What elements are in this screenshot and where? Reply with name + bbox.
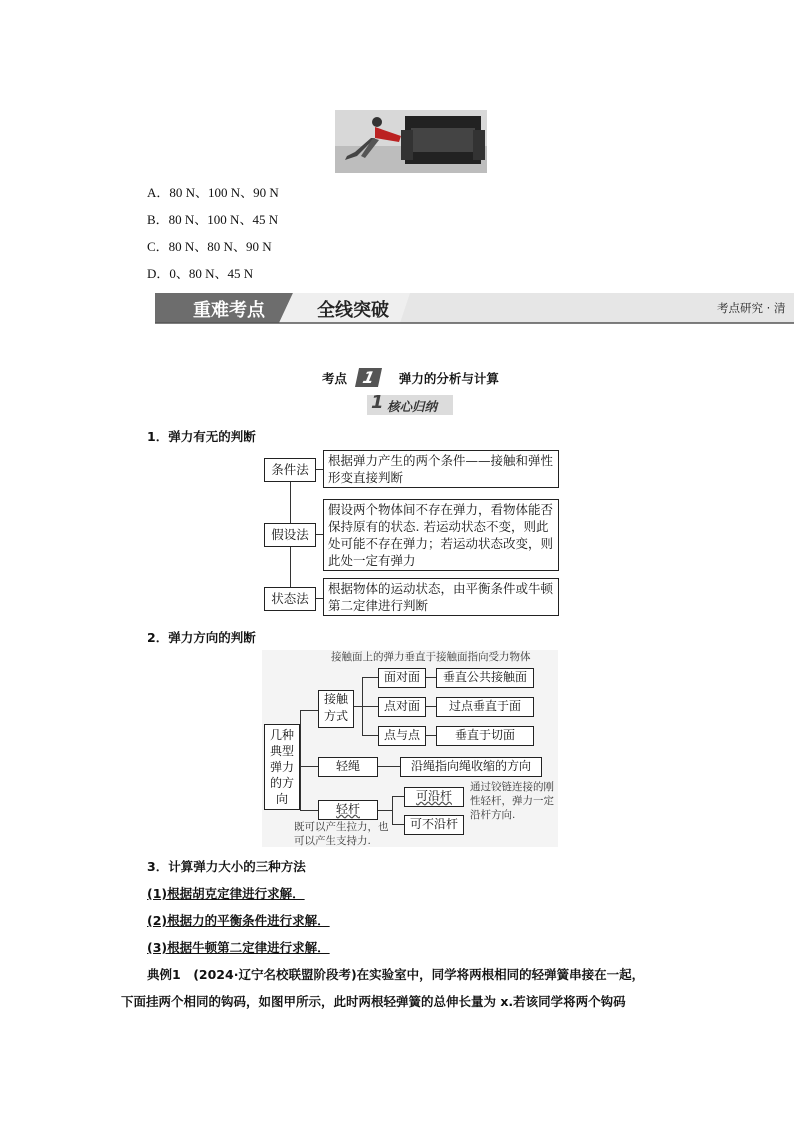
banner-right: 全线突破 xyxy=(317,300,389,321)
method-2: (2)根据力的平衡条件进行求解． xyxy=(147,913,330,928)
contact-box: 接触方式 xyxy=(318,690,354,728)
sec2-heading: 2．弹力方向的判断 xyxy=(147,630,256,645)
method-desc-assume: 假设两个物体间不存在弹力，看物体能否保持原有的状态. 若运动状态不变，则此处可能不存在弹力；若运动状态改变，则此处一定有弹力 xyxy=(323,499,559,571)
root-box: 几种典型弹力的方向 xyxy=(264,724,300,810)
top-note: 接触面上的弹力垂直于接触面指向受力物体 xyxy=(331,651,531,663)
subhead-badge: 1 核心归纳 xyxy=(367,395,453,415)
method-label-condition: 条件法 xyxy=(264,458,316,482)
example-line-1: 典例1 (2024·辽宁名校联盟阶段考)在实验室中，同学将两根相同的轻弹簧串接在一起， xyxy=(147,967,645,982)
rod-note: 通过铰链连接的刚性轻杆，弹力一定沿杆方向. xyxy=(470,781,554,821)
rod-box: 轻杆 xyxy=(318,800,378,820)
rod-opt1: 可沿杆 xyxy=(404,787,464,807)
sec3-heading: 3．计算弹力大小的三种方法 xyxy=(147,859,306,874)
c3-box: 点与点 xyxy=(378,726,426,746)
c2-box: 点对面 xyxy=(378,697,426,717)
rod-opt2: 可不沿杆 xyxy=(404,815,464,835)
option-a: A．80 N、100 N、90 N xyxy=(147,185,279,200)
method-label-assume: 假设法 xyxy=(264,523,316,547)
c3-result: 垂直于切面 xyxy=(436,726,534,746)
example-line-2: 下面挂两个相同的钩码，如图甲所示，此时两根轻弹簧的总伸长量为 x.若该同学将两个钩码 xyxy=(121,994,626,1009)
option-c: C．80 N、80 N、90 N xyxy=(147,239,272,254)
sec1-heading: 1．弹力有无的判断 xyxy=(147,429,256,444)
method-desc-condition: 根据弹力产生的两个条件——接触和弹性形变直接判断 xyxy=(323,450,559,488)
topic-number-badge: 1 xyxy=(355,368,382,387)
c1-box: 面对面 xyxy=(378,668,426,688)
sofa-push-photo xyxy=(335,110,487,173)
banner-tag: 考点研究 · 清 xyxy=(717,301,786,315)
method-desc-state: 根据物体的运动状态，由平衡条件或牛顿第二定律进行判断 xyxy=(323,578,559,616)
rope-box: 轻绳 xyxy=(318,757,378,777)
rod-note-2: 既可以产生拉力，也可以产生支持力. xyxy=(294,821,389,847)
section-banner xyxy=(155,291,794,324)
method-1: (1)根据胡克定律进行求解． xyxy=(147,886,305,901)
rope-result: 沿绳指向绳收缩的方向 xyxy=(400,757,542,777)
banner-left: 重难考点 xyxy=(193,300,265,321)
topic-title: 考点 1 弹力的分析与计算 xyxy=(322,368,499,387)
option-b: B．80 N、100 N、45 N xyxy=(147,212,279,227)
option-d: D．0、80 N、45 N xyxy=(147,266,254,281)
method-3: (3)根据牛顿第二定律进行求解． xyxy=(147,940,330,955)
method-label-state: 状态法 xyxy=(264,587,316,611)
c1-result: 垂直公共接触面 xyxy=(436,668,534,688)
c2-result: 过点垂直于面 xyxy=(436,697,534,717)
